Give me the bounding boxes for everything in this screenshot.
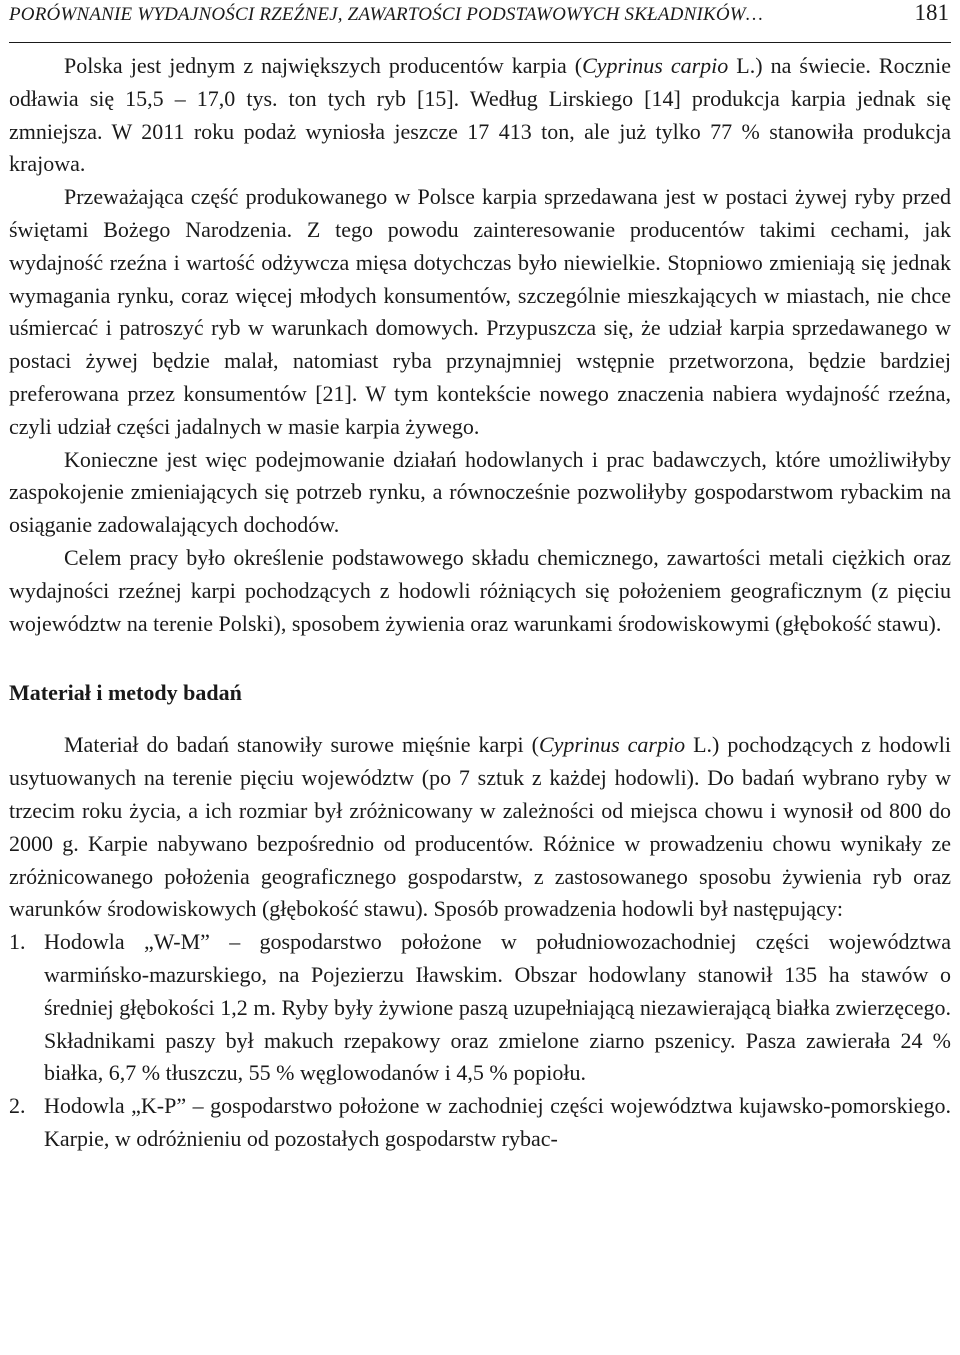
section-heading: Materiał i metody badań <box>9 680 242 706</box>
species-name: Cyprinus carpio <box>582 53 729 78</box>
running-title: PORÓWNANIE WYDAJNOŚCI RZEŹNEJ, ZAWARTOŚCI PODSTAWOWYCH SKŁADNIKÓW… <box>9 4 763 25</box>
paragraph-market: Przeważająca część produkowanego w Polsce karpia sprzedawana jest w postaci żywej ryby przed świętami Bożego Narodzenia. Z tego powodu zainteresowanie producentów takimi cechami, jak wydajność rzeźna i wartość odżywcza mięsa dotychczas było niewielkie. Stopniowo zmieniają się jednak wymagania rynku, coraz więcej młodych konsumentów, szczególnie mieszkających w miastach, nie chce uśmiercać i patroszyć ryb w warunkach domowych. Przypuszcza się, że udział karpia sprzedawanego w postaci żywej będzie malał, natomiast ryba przynajmniej wstępnie przetworzona, będzie bardziej preferowana przez konsumentów [21]. W tym kontekście nowego znaczenia nabiera wydajność rzeźna, czyli udział części jadalnych w masie karpia żywego. <box>9 184 951 439</box>
list-number: 1. <box>9 929 26 955</box>
paragraph-material <box>9 729 951 926</box>
paragraph-text: Materiał do badań stanowiły surowe mięśnie karpi ( <box>64 732 539 758</box>
list-item <box>9 926 951 1090</box>
page-header <box>9 0 951 43</box>
list-item <box>9 1090 951 1156</box>
paragraph-text: Polska jest jednym z największych producentów karpia ( <box>64 53 583 78</box>
list-item-text: Hodowla „W-M” – gospodarstwo położone w południowozachodniej części województwa warmińsko-mazurskiego, na Pojezierzu Iławskim. Obszar hodowlany stanowił 135 ha stawów o średniej głębokości 1,2 m. Ryby były żywione paszą uzupełniającą niezawierającą białka zwierzęcego. Składnikami paszy był makuch rzepakowy oraz zmielone ziarno pszenicy. Pasza zawierała 24 % białka, 6,7 % tłuszczu, 55 % węglowodanów i 4,5 % popiołu. <box>44 929 951 1086</box>
list-item-text: Hodowla „K-P” – gospodarstwo położone w zachodniej części województwa kujawsko-pomorskiego. Karpie, w odróżnieniu od pozostałych gospodarstw rybac- <box>44 1093 951 1151</box>
document-page <box>9 0 951 1355</box>
list-number: 2. <box>9 1093 26 1119</box>
paragraph-aim: Celem pracy było określenie podstawowego składu chemicznego, zawartości metali ciężkich oraz wydajności rzeźnej karpi pochodzących z hodowli różniących się położeniem geograficznym (z pięciu województw na terenie Polski), sposobem żywienia oraz warunkami środowiskowymi (głębokość stawu). <box>9 544 951 636</box>
paragraph-text: L.) na świecie. Rocznie odławia się 15,5 – 17,0 tys. ton tych ryb [15]. Według Lirskiego [14] produkcja karpia jednak się zmniejsza. W 2011 roku podaż wyniosła jeszcze 17 413 ton, ale już tylko 77 % stanowiła produkcja krajowa. <box>9 53 951 177</box>
page-number: 181 <box>914 0 949 25</box>
article-body <box>9 50 951 1156</box>
paragraph-text: L.) pochodzących z hodowli usytuowanych na terenie pięciu województw (po 7 sztuk z każdej hodowli). Do badań wybrano ryby w trzecim roku życia, a ich rozmiar był zróżnicowany w zależności od miejsca chowu i wynosił od 800 do 2000 g. Karpie nabywano bezpośrednio od producentów. Różnice w prowadzeniu chowu wynikały ze zróżnicowanego położenia geograficznego gospodarstw, z zastosowanego sposobu żywienia ryb oraz warunków środowiskowych (głębokość stawu). Sposób prowadzenia hodowli był następujący: <box>9 732 951 922</box>
species-name: Cyprinus carpio <box>538 732 686 758</box>
paragraph-breeding: Konieczne jest więc podejmowanie działań hodowlanych i prac badawczych, które umożliwiłyby zaspokojenie zmieniających się potrzeb rynku, a równocześnie pozwoliłyby gospodarstwom rybackim na osiąganie zadowalających dochodów. <box>9 446 951 538</box>
paragraph-intro <box>9 50 951 181</box>
